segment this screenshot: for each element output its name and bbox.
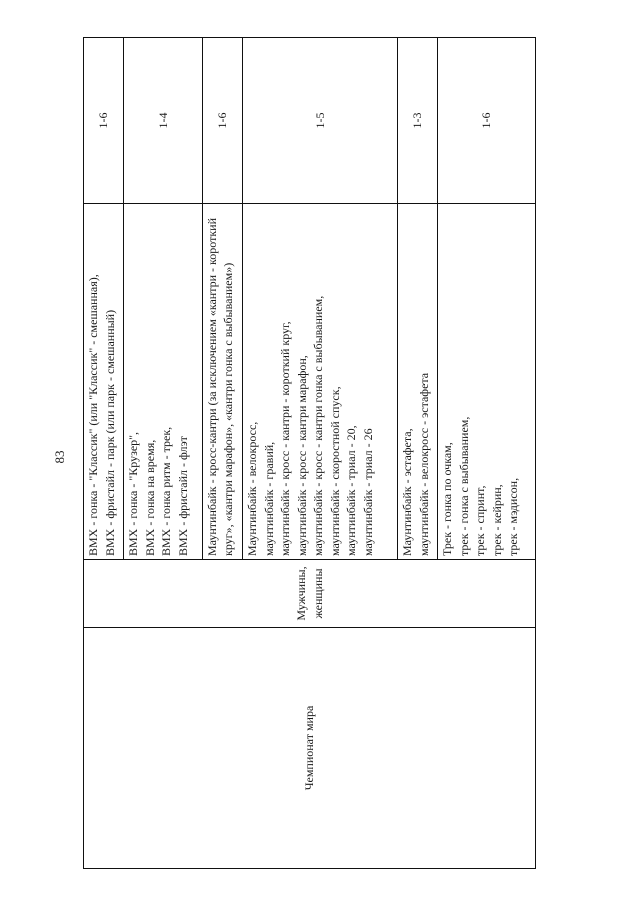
places-cell: 1-6 [202,38,242,204]
discipline-text: Маунтинбайк - велокросс, [245,421,260,556]
rotated-table-container [83,37,536,869]
discipline-text: BMX - гонка - "Классик" (или "Классик" - смешанная), [86,274,100,556]
discipline-text: BMX - гонка ритм - трек, [159,426,174,556]
discipline-text: Трек - гонка по очкам, [440,442,455,556]
discipline-text: маунтинбайк - гравий, [261,441,276,556]
discipline-text: маунтинбайк - кросс - кантри - короткий круг, [278,321,293,556]
discipline-text: маунтинбайк - скоростной спуск, [327,386,342,556]
discipline-text: трек - спринт, [473,485,488,556]
disciplines-cell [84,204,124,560]
table-row [84,38,124,869]
places-cell: 1-5 [243,38,398,204]
competition-name-cell: Чемпионат мира [84,628,536,869]
competition-table [83,37,536,869]
places-cell: 1-6 [84,38,124,204]
discipline-text: маунтинбайк - триал - 20, [344,425,359,556]
discipline-text: Маунтинбайк - эстафета, [400,428,415,556]
disciplines-cell [124,204,203,560]
table-body [84,38,536,869]
disciplines-cell [202,204,242,560]
discipline-text: трек - мэдисон, [506,477,521,556]
places-cell: 1-3 [398,38,438,204]
places-cell: 1-6 [438,38,536,204]
discipline-text: трек - кейрин, [489,484,504,556]
disciplines-cell [398,204,438,560]
page-number: 83 [52,450,67,464]
disciplines-cell [438,204,536,560]
disciplines-cell [243,204,398,560]
discipline-text: BMX - фристайл - парк (или парк - смешанный) [102,309,117,556]
discipline-text: маунтинбайк - велокросс - эстафета [416,372,431,556]
discipline-text: маунтинбайк - кросс - кантри гонка с выбыванием, [311,295,326,556]
discipline-text: BMX - фристайл - флэт [175,436,190,556]
discipline-text: BMX - гонка - "Крузер", [126,431,141,556]
places-cell: 1-4 [124,38,203,204]
discipline-text: маунтинбайк - кросс - кантри марафон, [294,355,309,556]
discipline-text: Маунтинбайк - кросс-кантри (за исключением «кантри - короткий круг», «кантри марафон», «кантри гонка с выбыванием») [204,217,236,556]
gender-cell: Мужчины, женщины [84,560,536,628]
discipline-text: BMX - гонка на время, [142,439,157,556]
discipline-text: маунтинбайк - триал - 26 [360,428,375,556]
discipline-text: трек - гонка с выбыванием, [456,416,471,556]
